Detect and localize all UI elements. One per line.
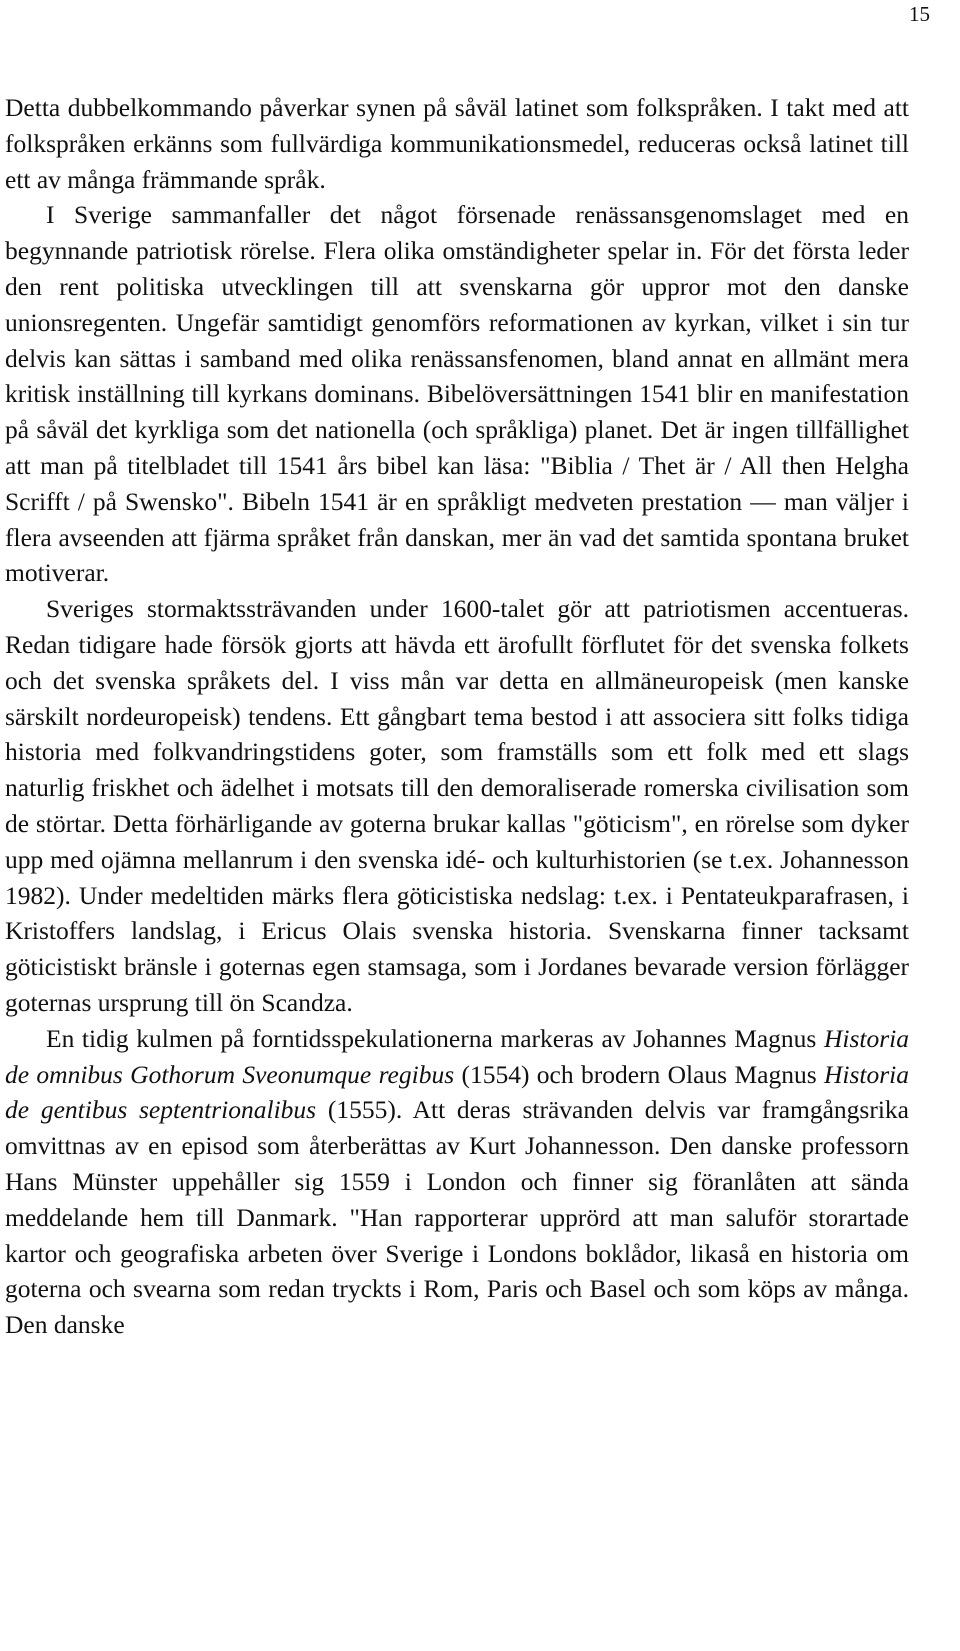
- text-segment: Detta dubbelkommando påverkar synen på såväl latinet som folkspråken. I takt med att folkspråken erkänns som fullvärdiga kommunikationsmedel, reduceras också latinet till ett av många främmande språk.: [5, 93, 909, 194]
- text-segment: Sveriges stormaktssträvanden under 1600-talet gör att patriotismen accentueras. Redan tidigare hade försök gjorts att hävda ett ärofullt förflutet för det svenska folkets och det svenska språkets del. I viss mån var detta en allmäneuropeisk (men kanske särskilt nordeuropeisk) tendens. Ett gångbart tema bestod i att associera sitt folks tidiga historia med folkvandringstidens goter, som framställs som ett folk med ett slags naturlig friskhet och ädelhet i motsats till den demoraliserade romerska civilisation som de störtar. Detta förhärligande av goterna brukar kallas "göticism", en rörelse som dyker upp med ojämna mellanrum i den svenska idé- och kulturhistorien (se t.ex. Johannesson 1982). Under medeltiden märks flera göticistiska nedslag: t.ex. i Pentateukparafrasen, i Kristoffers landslag, i Ericus Olais svenska historia. Svenskarna finner tacksamt göticistiskt bränsle i goternas egen stamsaga, som i Jordanes bevarade version förlägger goternas ursprung till ön Scandza.: [5, 594, 909, 1017]
- paragraph: [5, 591, 909, 1021]
- italic-title: Historia de omnibus Gothorum Sveonumque regibus: [5, 1023, 909, 1089]
- text-segment: En tidig kulmen på forntidsspekulationerna markeras av Johannes Magnus: [46, 1023, 824, 1053]
- italic-title: Historia de gentibus septentrionalibus: [5, 1059, 909, 1125]
- paragraph: [5, 90, 909, 197]
- text-segment: (1555). Att deras strävanden delvis var framgångsrika omvittnas av en episod som återberättas av Kurt Johannesson. Den danske professorn Hans Münster uppehåller sig 1559 i London och finner sig föranlåten att sända meddelande hem till Danmark. "Han rapporterar upprörd att man saluför storartade kartor och geografiska arbeten över Sverige i Londons boklådor, likaså en historia om goterna och svearna som redan tryckts i Rom, Paris och Basel och som köps av många. Den danske: [5, 1095, 909, 1340]
- paragraph: [5, 1021, 909, 1343]
- body-text: [5, 90, 909, 1343]
- paragraph: [5, 197, 909, 591]
- text-segment: (1554) och brodern Olaus Magnus: [454, 1059, 824, 1089]
- page-number: 15: [909, 2, 930, 26]
- text-segment: I Sverige sammanfaller det något försenade renässansgenomslaget med en begynnande patriotisk rörelse. Flera olika omständigheter spelar in. För det första leder den rent politiska utvecklingen till att svenskarna gör uppror mot den danske unionsregenten. Ungefär samtidigt genomförs reformationen av kyrkan, vilket i sin tur delvis kan sättas i samband med olika renässansfenomen, bland annat en allmänt mera kritisk inställning till kyrkans dominans. Bibelöversättningen 1541 blir en manifestation på såväl det kyrkliga som det nationella (och språkliga) planet. Det är ingen tillfällighet att man på titelbladet till 1541 års bibel kan läsa: "Biblia / Thet är / All then Helgha Scrifft / på Swensko". Bibeln 1541 är en språkligt medveten prestation — man väljer i flera avseenden att fjärma språket från danskan, mer än vad det samtida spontana bruket motiverar.: [5, 200, 909, 588]
